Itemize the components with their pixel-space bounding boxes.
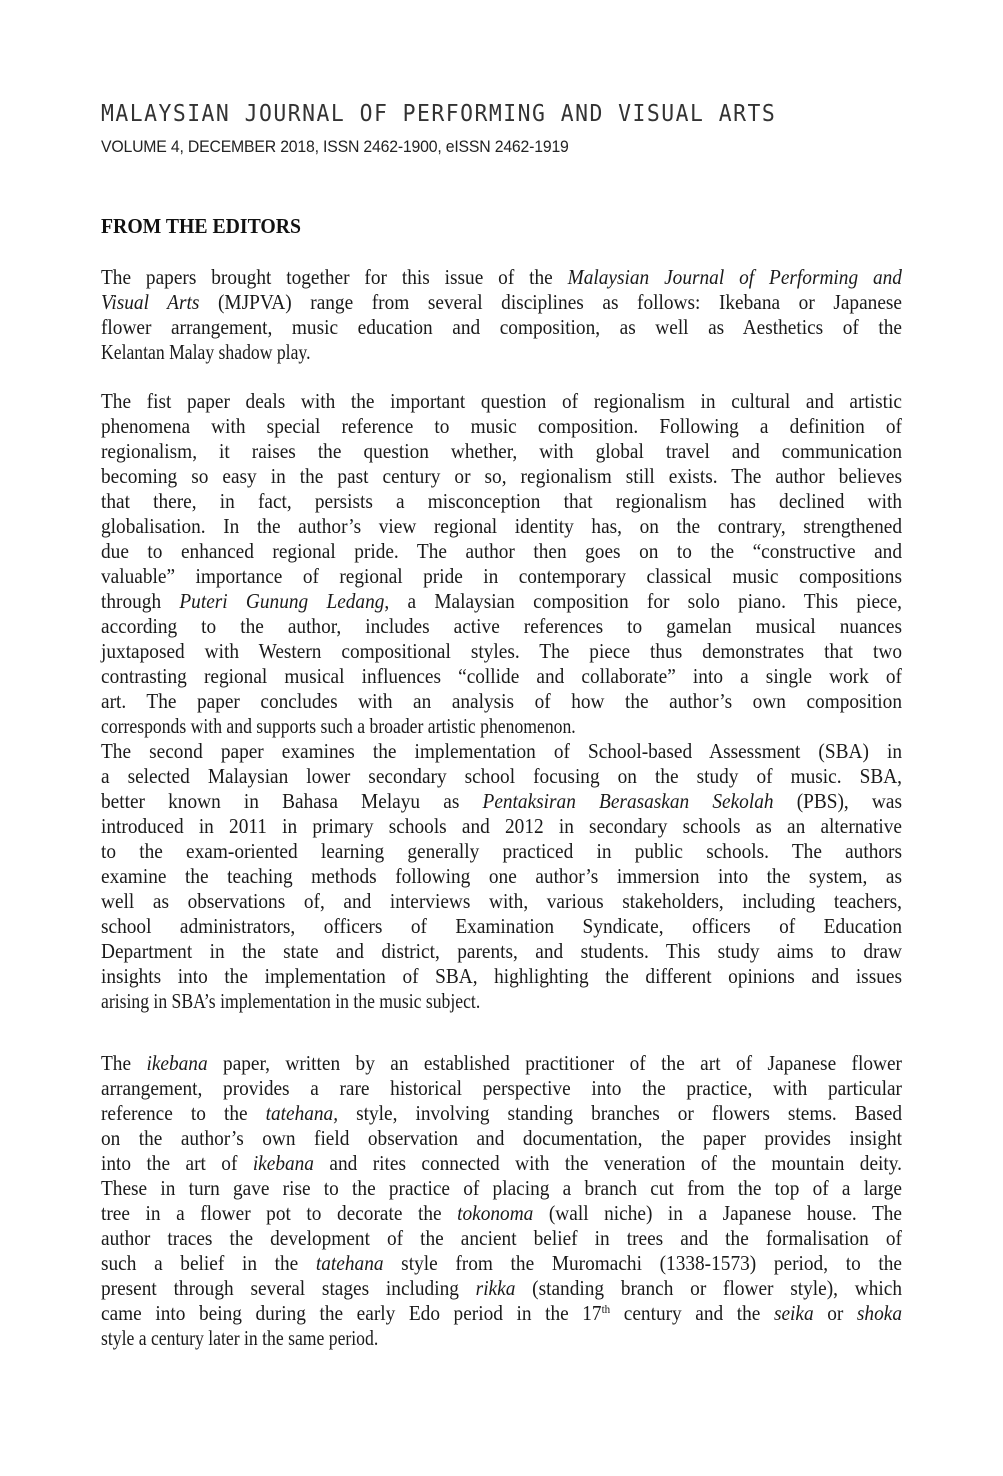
journal-volume-info: VOLUME 4, DECEMBER 2018, ISSN 2462-1900, eISSN 2462-1919 [101,137,569,156]
italic-term: ikebana [146,1051,208,1075]
italic-term: rikka [475,1276,516,1300]
text-line: These in turn gave rise to the practice of placing a branch cut from the top of a large [101,1176,902,1200]
text-line: The ikebana paper, written by an established practitioner of the art of Japanese flower [101,1051,902,1075]
text-line: art. The paper concludes with an analysis of how the author’s own composition [101,689,902,713]
text-line: valuable” importance of regional pride in contemporary classical music compositions [101,564,902,588]
italic-term: Puteri Gunung Ledang [179,589,385,613]
italic-term: Pentaksiran Berasaskan Sekolah [482,789,774,813]
superscript: th [601,1302,611,1316]
text-line: a selected Malaysian lower secondary school focusing on the study of music. SBA, [101,764,902,788]
italic-term: tatehana [315,1251,384,1275]
text-line: style a century later in the same period. [101,1326,379,1350]
text-line: to the exam-oriented learning generally practiced in public schools. The authors [101,839,902,863]
text-line: corresponds with and supports such a broader artistic phenomenon. [101,714,576,738]
text-line: arrangement, provides a rare historical perspective into the practice, with particular [101,1076,902,1100]
paragraph-first-paper [101,389,902,739]
italic-term: Visual Arts [101,290,200,314]
text-line: regionalism, it raises the question whether, with global travel and communication [101,439,902,463]
text-line: into the art of ikebana and rites connected with the veneration of the mountain deity. [101,1151,903,1175]
text-line: on the author’s own field observation and documentation, the paper provides insight [101,1126,902,1150]
paragraph-intro [101,265,902,365]
text-line: becoming so easy in the past century or so, regionalism still exists. The author believes [101,464,902,488]
italic-term: shoka [856,1301,902,1325]
paragraph-ikebana-paper [101,1051,902,1351]
text-line: tree in a flower pot to decorate the tokonoma (wall niche) in a Japanese house. The [101,1201,902,1225]
text-line: better known in Bahasa Melayu as Pentaksiran Berasaskan Sekolah (PBS), was [101,789,902,813]
text-line: arising in SBA’s implementation in the music subject. [101,989,481,1013]
italic-term: tokonoma [457,1201,534,1225]
text-line: contrasting regional musical influences “collide and collaborate” into a single work of [101,664,902,688]
text-line: Department in the state and district, parents, and students. This study aims to draw [101,939,902,963]
journal-title: MALAYSIAN JOURNAL OF PERFORMING AND VISUAL ARTS [101,101,777,127]
text-line: came into being during the early Edo period in the 17th century and the seika or shoka [101,1301,902,1325]
text-line: reference to the tatehana, style, involving standing branches or flowers stems. Based [101,1101,902,1125]
text-line: author traces the development of the ancient belief in trees and the formalisation of [101,1226,902,1250]
text-line: well as observations of, and interviews with, various stakeholders, including teachers, [101,889,902,913]
text-line: due to enhanced regional pride. The author then goes on to the “constructive and [101,539,902,563]
text-line: Visual Arts (MJPVA) range from several disciplines as follows: Ikebana or Japanese [101,290,902,314]
italic-term: ikebana [252,1151,314,1175]
italic-term: seika [773,1301,814,1325]
text-line: introduced in 2011 in primary schools and 2012 in secondary schools as an alternative [101,814,902,838]
italic-term: Malaysian Journal of Performing and [567,265,902,289]
text-line: such a belief in the tatehana style from the Muromachi (1338-1573) period, to the [101,1251,903,1275]
text-line: The second paper examines the implementation of School-based Assessment (SBA) in [101,739,902,763]
text-line: phenomena with special reference to music composition. Following a definition of [101,414,902,438]
text-line: globalisation. In the author’s view regional identity has, on the contrary, strengthened [101,514,902,538]
text-line: flower arrangement, music education and composition, as well as Aesthetics of the [101,315,902,339]
text-line: present through several stages including rikka (standing branch or flower style), which [101,1276,902,1300]
text-line: The fist paper deals with the important question of regionalism in cultural and artistic [101,389,902,413]
paragraph-second-paper [101,739,902,1014]
section-heading: FROM THE EDITORS [101,214,302,238]
text-line: according to the author, includes active references to gamelan musical nuances [101,614,902,638]
text-line: that there, in fact, persists a misconception that regionalism has declined with [101,489,902,513]
text-line: The papers brought together for this issue of the Malaysian Journal of Performing and [101,265,902,289]
text-line: examine the teaching methods following one author’s immersion into the system, as [101,864,902,888]
text-line: school administrators, officers of Examination Syndicate, officers of Education [101,914,902,938]
text-line: Kelantan Malay shadow play. [101,340,311,364]
text-line: insights into the implementation of SBA, highlighting the different opinions and issues [101,964,902,988]
italic-term: tatehana, [265,1101,339,1125]
text-line: through Puteri Gunung Ledang, a Malaysian composition for solo piano. This piece, [101,589,903,613]
text-line: juxtaposed with Western compositional styles. The piece thus demonstrates that two [101,639,902,663]
